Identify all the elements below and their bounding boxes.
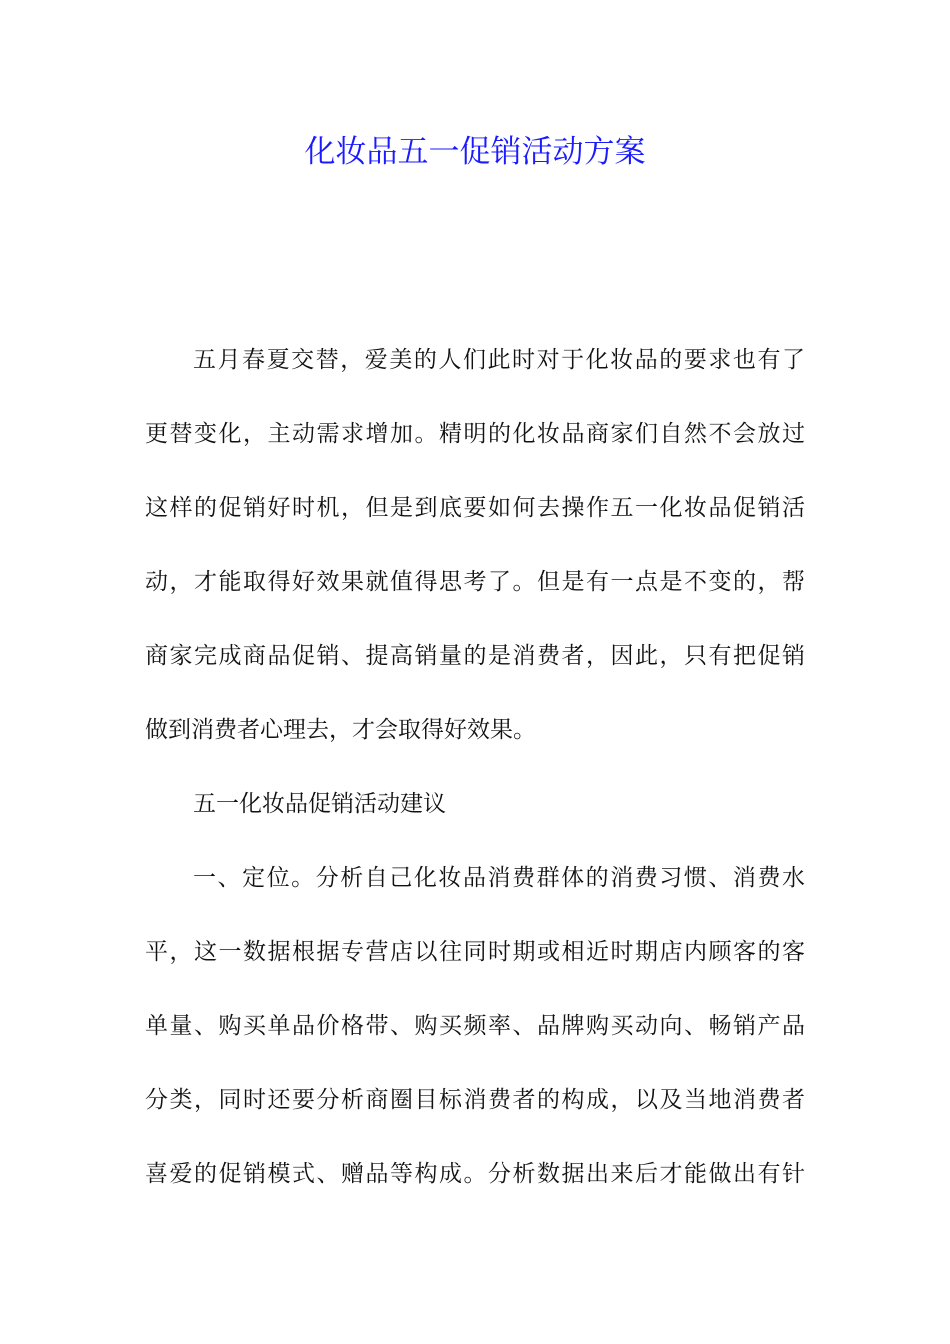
text-line: 商家完成商品促销、提高销量的是消费者，因此，只有把促销 xyxy=(145,643,805,669)
text-line: 这样的促销好时机，但是到底要如何去操作五一化妆品促销活 xyxy=(145,495,805,521)
text-line: 分类，同时还要分析商圈目标消费者的构成，以及当地消费者 xyxy=(145,1087,805,1113)
text-line: 喜爱的促销模式、赠品等构成。分析数据出来后才能做出有针 xyxy=(145,1161,805,1187)
document-body xyxy=(145,323,805,1211)
text-line: 单量、购买单品价格带、购买频率、品牌购买动向、畅销产品 xyxy=(145,1013,805,1039)
paragraph-positioning xyxy=(145,841,805,1211)
document-title: 化妆品五一促销活动方案 xyxy=(304,134,646,170)
text-line: 动，才能取得好效果就值得思考了。但是有一点是不变的，帮 xyxy=(145,569,805,595)
text-line: 五月春夏交替，爱美的人们此时对于化妆品的要求也有了 xyxy=(193,347,805,373)
paragraph-intro xyxy=(145,323,805,767)
text-line: 更替变化，主动需求增加。精明的化妆品商家们自然不会放过 xyxy=(145,421,805,447)
subheading-line: 五一化妆品促销活动建议 xyxy=(193,791,446,817)
text-line: 做到消费者心理去，才会取得好效果。 xyxy=(145,717,536,743)
paragraph-subheading xyxy=(145,767,805,841)
text-line: 平，这一数据根据专营店以往同时期或相近时期店内顾客的客 xyxy=(145,939,805,965)
text-line: 一、定位。分析自己化妆品消费群体的消费习惯、消费水 xyxy=(193,865,805,891)
